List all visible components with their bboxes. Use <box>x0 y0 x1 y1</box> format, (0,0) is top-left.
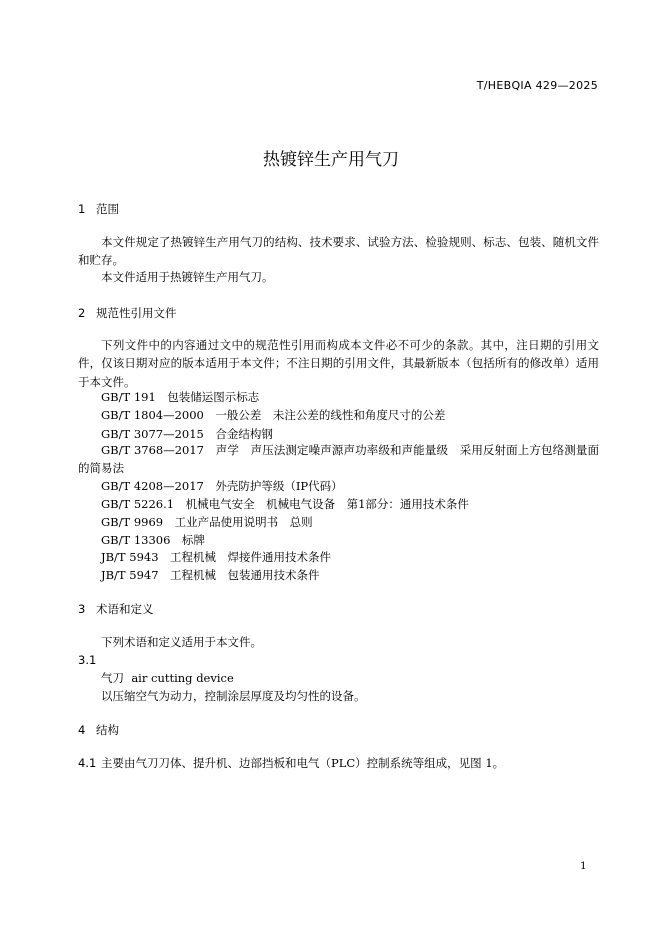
term-number: 3.1 <box>78 653 97 667</box>
reference-item: GB/T 4208—2017 外壳防护等级（IP代码） <box>101 479 343 493</box>
term-chinese: 气刀 <box>101 671 124 685</box>
section-2-title: 规范性引用文件 <box>96 306 177 320</box>
section-3-number: 3 <box>78 602 86 616</box>
section-2-number: 2 <box>78 306 86 320</box>
reference-item: GB/T 3768—2017 声学 声压法测定噪声源声功率级和声能量级 采用反射面上方包络测量面的简易法 <box>78 443 599 476</box>
reference-item: JB/T 5943 工程机械 焊接件通用技术条件 <box>101 550 332 564</box>
reference-item: GB/T 5226.1 机械电气安全 机械电气设备 第1部分：通用技术条件 <box>101 497 469 511</box>
section-3-paragraph-1: 下列术语和定义适用于本文件。 <box>101 635 262 649</box>
section-1-paragraph-2: 本文件适用于热镀锌生产用气刀。 <box>101 270 274 284</box>
section-3-title: 术语和定义 <box>96 602 154 616</box>
page-number: 1 <box>580 860 587 872</box>
section-3-heading <box>78 601 154 617</box>
section-1-heading <box>78 201 119 217</box>
term-english: air cutting device <box>131 671 234 685</box>
reference-item: JB/T 5947 工程机械 包装通用技术条件 <box>101 568 320 582</box>
reference-item: GB/T 191 包装储运图示标志 <box>101 390 260 404</box>
section-1-title: 范围 <box>96 202 119 216</box>
section-2-paragraph-1: 下列文件中的内容通过文中的规范性引用而构成本文件必不可少的条款。其中，注日期的引用文件，仅该日期对应的版本适用于本文件；不注日期的引用文件，其最新版本（包括所有的修改单）适用于本文件。 <box>78 338 599 389</box>
section-4-title: 结构 <box>96 723 119 737</box>
standard-number: T/HEBQIA 429—2025 <box>476 79 598 92</box>
reference-item: GB/T 9969 工业产品使用说明书 总则 <box>101 515 313 529</box>
term-definition: 以压缩空气为动力，控制涂层厚度及均匀性的设备。 <box>101 689 366 703</box>
section-2-heading <box>78 305 177 321</box>
section-1-paragraph-1: 本文件规定了热镀锌生产用气刀的结构、技术要求、试验方法、检验规则、标志、包装、随机文件和贮存。 <box>78 235 599 268</box>
section-4-number: 4 <box>78 723 86 737</box>
section-4-heading <box>78 722 119 738</box>
clause-4-1 <box>78 755 504 771</box>
reference-item: GB/T 13306 标牌 <box>101 533 205 547</box>
document-title: 热镀锌生产用气刀 <box>263 150 399 170</box>
reference-item: GB/T 3077—2015 合金结构钢 <box>101 427 273 441</box>
clause-text: 主要由气刀刀体、提升机、边部挡板和电气（PLC）控制系统等组成，见图 1。 <box>101 756 505 770</box>
clause-number: 4.1 <box>78 756 97 770</box>
term-entry <box>101 670 234 686</box>
section-1-number: 1 <box>78 202 86 216</box>
reference-item: GB/T 1804—2000 一般公差 未注公差的线性和角度尺寸的公差 <box>101 408 446 422</box>
